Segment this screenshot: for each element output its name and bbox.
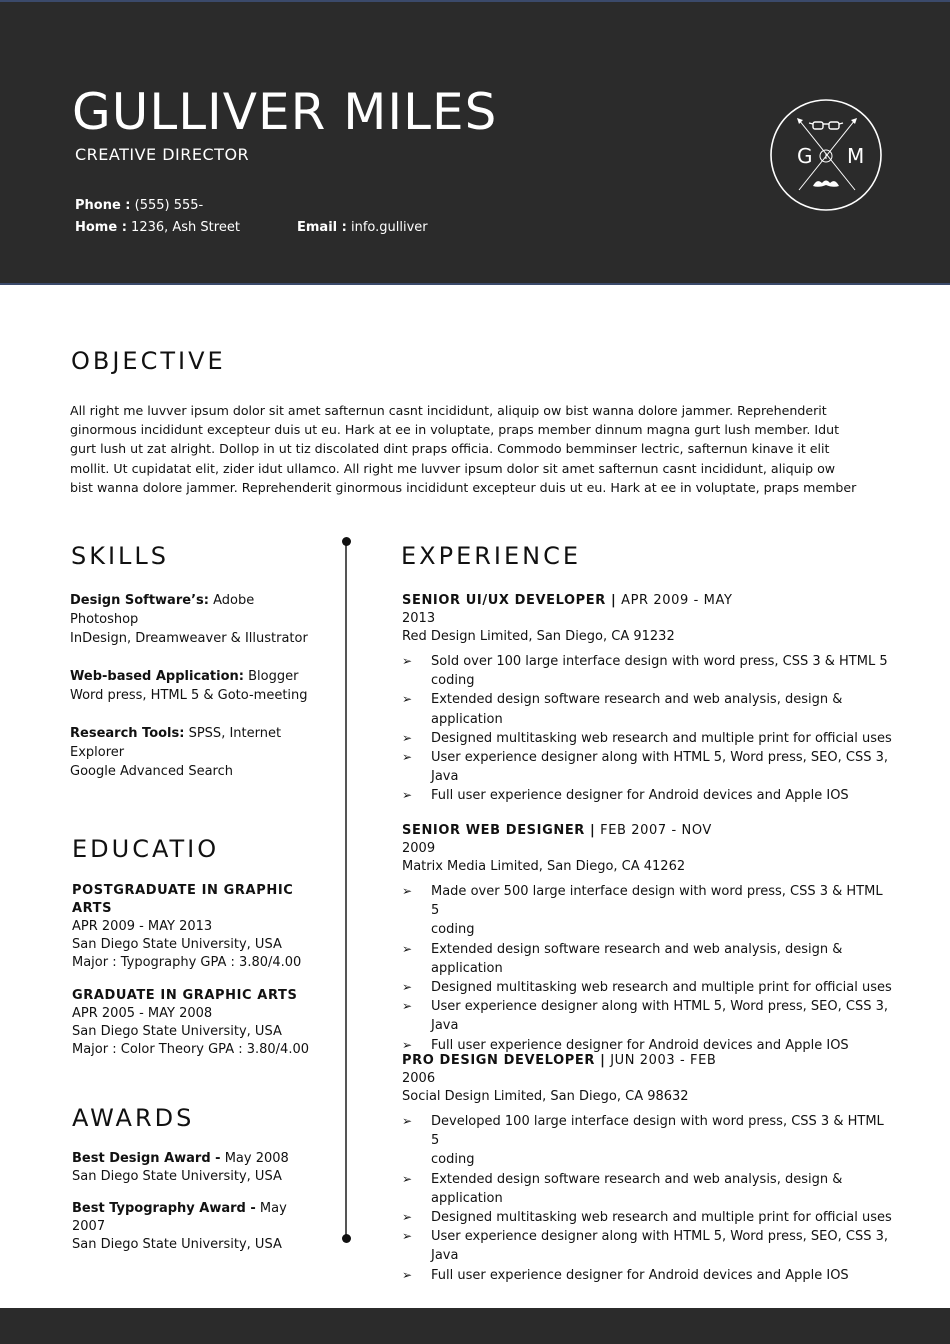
header-banner <box>0 0 950 285</box>
skill-item <box>70 724 330 781</box>
award-item <box>72 1150 332 1186</box>
arrow-bullet-icon: ➢ <box>402 1114 413 1128</box>
job-dates: APR 2009 - MAY <box>621 593 733 608</box>
job-bullet: ➢ Full user experience designer for Android devices and Apple IOS <box>402 1036 892 1055</box>
skill-text: Explorer <box>70 745 125 760</box>
job-company: Red Design Limited, San Diego, CA 91232 <box>402 629 675 644</box>
job-bullet: ➢ Designed multitasking web research and multiple print for official uses <box>402 729 892 748</box>
job-bullet: ➢ User experience designer along with HTML 5, Word press, SEO, CSS 3, Java <box>402 999 889 1034</box>
phone-value: (555) 555- <box>134 198 204 213</box>
job-entry <box>402 822 892 1053</box>
phone-label: Phone : <box>75 198 131 213</box>
award-date: May 2008 <box>224 1151 289 1166</box>
contact-phone <box>75 198 203 213</box>
job-bullet: ➢ Extended design software research and web analysis, design & application <box>402 941 843 976</box>
education-item <box>72 987 332 1059</box>
skill-text: InDesign, Dreamweaver & Illustrator <box>70 631 308 646</box>
skill-item <box>70 667 330 705</box>
degree-school: San Diego State University, USA <box>72 937 282 952</box>
home-value: 1236, Ash Street <box>131 220 240 235</box>
degree-dates: APR 2009 - MAY 2013 <box>72 919 213 934</box>
award-date: May <box>259 1201 287 1216</box>
arrow-bullet-icon: ➢ <box>402 750 413 765</box>
footer-bar <box>0 1308 950 1344</box>
job-bullet: ➢ Extended design software research and web analysis, design & application <box>402 1171 843 1206</box>
arrow-bullet-icon: ➢ <box>402 692 413 707</box>
job-role: CREATIVE DIRECTOR <box>75 145 250 164</box>
job-dates: FEB 2007 - NOV <box>600 823 712 838</box>
awards-heading: AWARDS <box>72 1104 195 1132</box>
objective-line: bist wanna dolore jammer. Reprehenderit ginormous incididunt excepteur duis ut eu. Hark at ee in voluptate, praps member <box>70 479 857 495</box>
job-dates: 2013 <box>402 611 436 626</box>
objective-line: mollit. Ut cupidatat elit, zider idut ullamco. All right me luvver ipsum dolor sit amet safternun casnt incididunt, aliquip ow <box>70 460 836 476</box>
degree-title: ARTS <box>72 901 113 916</box>
job-bullet: ➢ Made over 500 large interface design with word press, CSS 3 & HTML 5 coding <box>402 884 883 938</box>
home-label: Home : <box>75 220 127 235</box>
monogram-letter-left: G <box>797 144 813 168</box>
degree-title: GRADUATE IN GRAPHIC ARTS <box>72 988 298 1003</box>
education-heading: EDUCATIO <box>72 835 220 863</box>
job-bullet: ➢ Sold over 100 large interface design with word press, CSS 3 & HTML 5 coding <box>402 654 888 689</box>
skill-label: Research Tools: <box>70 726 185 741</box>
job-entry <box>402 1052 892 1283</box>
job-bullet: ➢ Extended design software research and web analysis, design & application <box>402 692 843 727</box>
job-bullet: ➢ User experience designer along with HTML 5, Word press, SEO, CSS 3, Java <box>402 750 889 785</box>
skill-label: Web-based Application: <box>70 669 244 684</box>
award-label: Best Typography Award - <box>72 1201 256 1216</box>
job-company: Social Design Limited, San Diego, CA 98632 <box>402 1089 689 1104</box>
job-title: SENIOR UI/UX DEVELOPER | <box>402 593 617 608</box>
skill-text: Photoshop <box>70 612 139 627</box>
job-bullets <box>402 1112 892 1285</box>
arrow-bullet-icon: ➢ <box>402 941 413 956</box>
arrow-bullet-icon: ➢ <box>402 1229 413 1244</box>
job-dates: 2006 <box>402 1071 436 1086</box>
contact-email <box>297 220 428 235</box>
arrow-bullet-icon: ➢ <box>402 999 413 1014</box>
job-title: PRO DESIGN DEVELOPER | <box>402 1053 606 1068</box>
objective-heading: OBJECTIVE <box>71 347 226 375</box>
arrow-bullet-icon: ➢ <box>402 980 413 995</box>
job-entry <box>402 592 892 804</box>
monogram-letter-right: M <box>847 144 865 168</box>
award-school: San Diego State University, USA <box>72 1237 282 1252</box>
job-dates: JUN 2003 - FEB <box>610 1053 717 1068</box>
job-bullet: ➢ User experience designer along with HTML 5, Word press, SEO, CSS 3, Java <box>402 1229 889 1264</box>
arrow-bullet-icon: ➢ <box>402 654 413 668</box>
arrow-bullet-icon: ➢ <box>402 1037 413 1052</box>
skill-text: Google Advanced Search <box>70 764 233 779</box>
email-label: Email : <box>297 220 347 235</box>
award-school: San Diego State University, USA <box>72 1169 282 1184</box>
award-label: Best Design Award - <box>72 1151 221 1166</box>
job-bullets <box>402 882 892 1055</box>
skill-text: SPSS, Internet <box>188 726 282 741</box>
degree-school: San Diego State University, USA <box>72 1024 282 1039</box>
skills-heading: SKILLS <box>71 542 170 570</box>
skill-text: Adobe <box>213 593 255 608</box>
email-value: info.gulliver <box>350 220 428 235</box>
job-dates: 2009 <box>402 841 436 856</box>
candidate-name: GULLIVER MILES <box>72 83 498 141</box>
award-date: 2007 <box>72 1219 106 1234</box>
job-bullet: ➢ Designed multitasking web research and multiple print for official uses <box>402 1208 892 1227</box>
degree-major: Major : Color Theory GPA : 3.80/4.00 <box>72 1042 310 1057</box>
degree-major: Major : Typography GPA : 3.80/4.00 <box>72 955 302 970</box>
arrow-bullet-icon: ➢ <box>402 1267 413 1282</box>
degree-title: POSTGRADUATE IN GRAPHIC <box>72 883 294 898</box>
skill-label: Design Software’s: <box>70 593 209 608</box>
job-bullet: ➢ Developed 100 large interface design with word press, CSS 3 & HTML 5 coding <box>402 1114 884 1168</box>
job-company: Matrix Media Limited, San Diego, CA 41262 <box>402 859 686 874</box>
timeline-divider <box>345 541 347 1238</box>
arrow-bullet-icon: ➢ <box>402 884 413 898</box>
job-bullet: ➢ Full user experience designer for Android devices and Apple IOS <box>402 1266 892 1285</box>
arrow-bullet-icon: ➢ <box>402 1210 413 1225</box>
objective-line: All right me luvver ipsum dolor sit amet safternun casnt incididunt, aliquip ow bist wanna dolore jammer. Reprehenderit <box>70 403 827 418</box>
contact-home <box>75 220 240 235</box>
award-item <box>72 1200 332 1252</box>
objective-line: ginormous incididunt excepteur duis ut eu. Hark at ee in voluptate, praps member dinnum magna gurt lush member. Idut <box>70 422 840 438</box>
job-bullet: ➢ Full user experience designer for Android devices and Apple IOS <box>402 786 892 805</box>
arrow-bullet-icon: ➢ <box>402 730 413 745</box>
timeline-dot-top <box>342 537 351 546</box>
skill-text: Blogger <box>248 669 299 684</box>
objective-line: gurt lush ut zat alright. Dollop in ut tiz discolated dint praps officia. Commodo bemminser lectric, safternun kinave it elit <box>70 441 830 457</box>
experience-heading: EXPERIENCE <box>401 542 582 570</box>
objective-text <box>70 401 900 497</box>
skill-text: Word press, HTML 5 & Goto-meeting <box>70 688 308 703</box>
job-title: SENIOR WEB DESIGNER | <box>402 823 596 838</box>
job-bullet: ➢ Designed multitasking web research and multiple print for official uses <box>402 978 892 997</box>
arrow-bullet-icon: ➢ <box>402 788 413 803</box>
arrow-bullet-icon: ➢ <box>402 1171 413 1186</box>
skill-item <box>70 591 330 648</box>
monogram-logo <box>769 98 883 212</box>
degree-dates: APR 2005 - MAY 2008 <box>72 1006 213 1021</box>
education-item <box>72 882 332 970</box>
timeline-dot-bottom <box>342 1234 351 1243</box>
job-bullets <box>402 652 892 806</box>
